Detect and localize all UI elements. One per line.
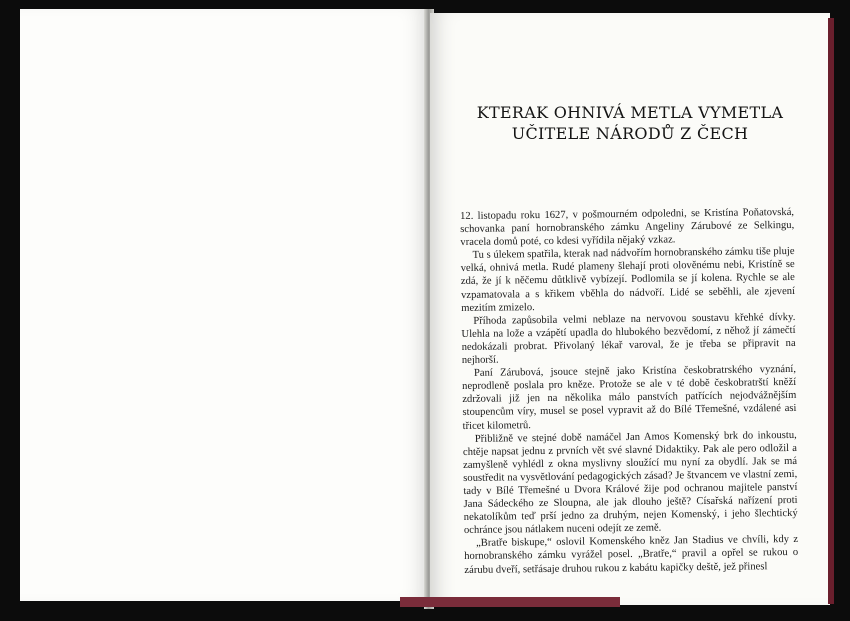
book-cover-side [828,18,834,604]
book-cover-edge [400,597,620,607]
left-page-blank [20,9,428,601]
paragraph: Tu s úlekem spatřila, kterak nad nádvořím hornobranského zámku tiše pluje velká, ohnivá metla. Rudé plameny šlehají proti olověnému nebi, Kristíně se zdá, že jí k něčemu důtklivě vybízejí. Podlomila se jí kolena. Rychle se ale vzpamatovala a s křikem vběhla do nádvoří. Lidé se seběhli, ale zjevení mezitím zmizelo. [460,246,796,314]
chapter-title [470,102,790,144]
chapter-title-line-1: KTERAK OHNIVÁ METLA VYMETLA [476,103,784,122]
paragraph: Paní Zárubová, jsouce stejně jako Kristína českobratrského vyznání, neprodleně poslala pro kněze. Protože se ale v té době českobratrští kněží zdržovali již jen na několika málo panstvích patřících nejodvážnějším stoupencům víry, musel se posel vypravit až do Bílé Třemešné, vzdálené asi třicet kilometrů. [462,364,797,432]
paragraph: Příhoda zapůsobila velmi neblaze na nervovou soustavu křehké dívky. Ulehla na lože a vzápětí upadla do hlubokého bezvědomí, z něhož jí zámečtí nedokázali probrat. Přivolaný lékař varoval, že je třeba se připravit na nejhorší. [461,311,796,367]
chapter-body [460,206,798,577]
paragraph: 12. listopadu roku 1627, v pošmourném odpoledni, se Kristína Poňatovská, schovanka paní hornobranského zámku Angeliny Zárubové ze Selkingu, vracela domů poté, co kdesi vyřídila nějaký vzkaz. [460,206,795,249]
chapter-title-line-2: UČITELE NÁRODŮ Z ČECH [511,124,749,143]
paragraph: „Bratře biskupe,“ oslovil Komenského kněz Jan Stadius ve chvíli, kdy z hornobranského zámku vyrážel posel. „Bratře,“ pravil a opřel se rukou o zárubu dveří, setřásaje druhou rukou z kabátu kapičky deště, jež přinesl [464,534,799,576]
paragraph: Přibližně ve stejné době namáčel Jan Amos Komenský brk do inkoustu, chtěje napsat jednu z prvních vět své slavné Didaktiky. Pak ale pero odložil a zamyšleně vyhlédl z okna myslivny sloužící mu nyní za obydlí. Jak se má soustředit na vysvětlování pedagogických zásad? Je štvancem ve vlastní zemi, tady v Bílé Třemešné u Dvora Králové žije pod ochranou majitele panství Jana Sádeckého ze Sloupna, ale jak dlouho ještě? Císařská nařízení proti nekatolíkům teď prší jedno za druhým, nejen Komenský, i jeho šlechtický ochránce jsou nátlakem nuceni odejít ze země. [462,429,798,537]
